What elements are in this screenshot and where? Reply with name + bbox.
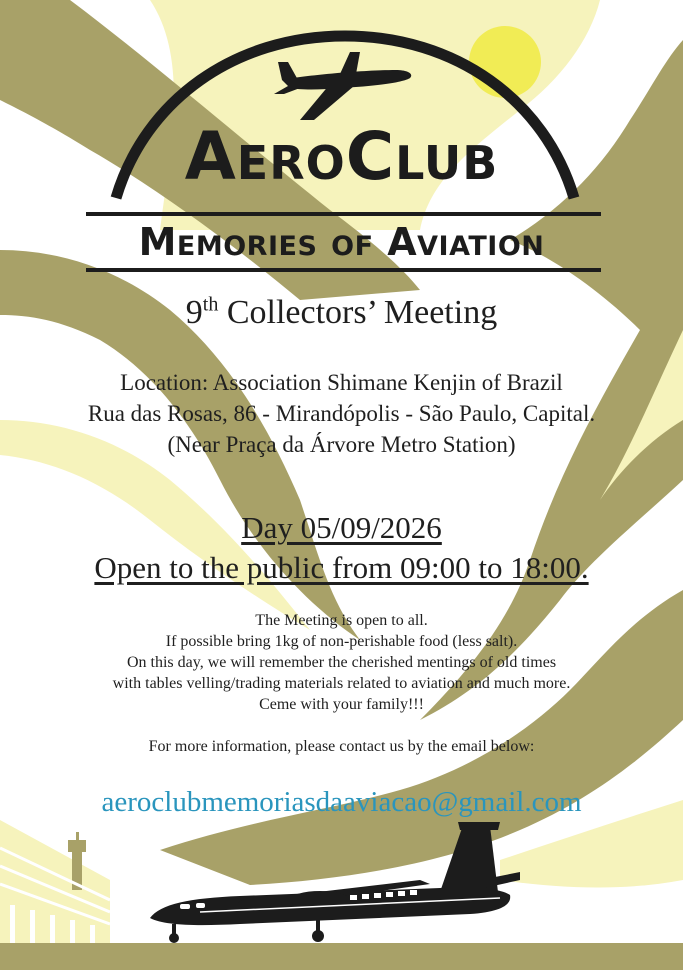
location-block <box>0 367 683 460</box>
contact-email-link[interactable]: aeroclubmemoriasdaaviacao@gmail.com <box>101 786 582 818</box>
info-line-3: On this day, we will remember the cherished mentings of old times <box>126 654 557 671</box>
ground-strip <box>0 943 683 970</box>
schedule-block <box>0 508 683 588</box>
info-line-5: Ceme with your family!!! <box>259 696 424 713</box>
logo-divider-bottom <box>86 268 601 272</box>
event-date: Day 05/09/2026 <box>241 510 442 545</box>
meeting-number: 9 <box>185 294 203 331</box>
event-hours: Open to the public from 09:00 to 18:00. <box>94 550 589 585</box>
logo-title: AeroClub <box>184 118 499 195</box>
logo-subtitle: Memories of Aviation <box>138 220 545 264</box>
location-line-2: Rua das Rosas, 86 - Mirandópolis - São Paulo, Capital. <box>87 401 596 426</box>
location-line-1: Location: Association Shimane Kenjin of Brazil <box>120 370 563 395</box>
logo-divider-top <box>86 212 601 216</box>
contact-prompt: For more information, please contact us by the email below: <box>148 738 535 755</box>
info-line-1: The Meeting is open to all. <box>255 612 428 629</box>
meeting-label: Collectors’ Meeting <box>226 294 498 331</box>
info-line-4: with tables velling/trading materials related to aviation and much more. <box>112 675 571 692</box>
meeting-ordinal: th <box>202 293 219 316</box>
info-block <box>0 610 683 715</box>
info-line-2: If possible bring 1kg of non-perishable food (less salt). <box>165 633 518 650</box>
location-line-3: (Near Praça da Árvore Metro Station) <box>167 432 516 457</box>
meeting-heading <box>0 294 683 332</box>
